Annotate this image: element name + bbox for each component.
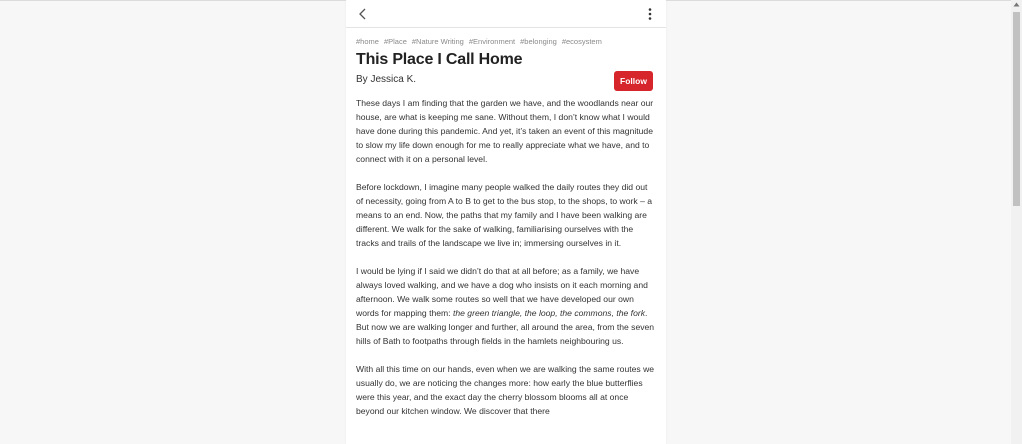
- tag-link[interactable]: #Environment: [468, 37, 516, 46]
- article-card: [346, 0, 666, 444]
- paragraph: [356, 264, 656, 348]
- caret-up-icon: [1013, 2, 1020, 7]
- tag-link[interactable]: #Place: [383, 37, 407, 46]
- article-content: [356, 36, 656, 432]
- more-vertical-icon: [648, 8, 652, 20]
- paragraph: Before lockdown, I imagine many people walked the daily routes they did out of necessity, going from A to B to get to the bus stop, to the shops, to work – a means to an end. Now, the paths that my family and I have been walking are different. We walk for the sake of walking, familiarising ourselves with the tracks and trails of the landscape we live in; immersing ourselves in it.: [356, 182, 653, 248]
- more-menu-button[interactable]: [642, 5, 658, 23]
- paragraph: These days I am finding that the garden we have, and the woodlands near our house, are what is keeping me sane. Without them, I don’t know what I would have done during this pandemic. And yet, it’s taken an event of this magnitude to slow my life down enough for me to really appreciate what we have, and to connect with it on a personal level.: [356, 98, 654, 164]
- tag-link[interactable]: #ecosystem: [561, 37, 602, 46]
- article-body: [356, 96, 656, 418]
- chevron-left-icon: [358, 8, 368, 20]
- author-byline[interactable]: By Jessica K.: [356, 74, 417, 85]
- scroll-thumb[interactable]: [1013, 12, 1020, 206]
- page-scrollbar[interactable]: [1011, 0, 1022, 444]
- tag-link[interactable]: #Nature Writing: [411, 37, 464, 46]
- paragraph: With all this time on our hands, even when we are walking the same routes we usually do, we are noticing the changes more: how early the blue butterflies were this year, and the exact day the cherry blossom blooms all at once beyond our kitchen window. We discover that there: [356, 364, 655, 416]
- tag-link[interactable]: #home: [356, 37, 379, 46]
- follow-button[interactable]: Follow: [614, 71, 653, 91]
- back-button[interactable]: [355, 6, 371, 22]
- paragraph-italic-text: the green triangle, the loop, the commons, the fork: [452, 308, 646, 318]
- app-bar: [346, 0, 666, 28]
- paragraph-text: . But now we are walking longer and further, all around the area, from the seven hills of Bath to footpaths through fields in the hamlets neighbouring us.: [356, 308, 655, 346]
- tag-list: [356, 36, 656, 48]
- paragraph-text: I would be lying if I said we didn’t do that at all before; as a family, we have always loved walking, and we have a dog who insists on it each morning and afternoon. We walk some routes so well that we have developed our own words for mapping them:: [356, 266, 648, 318]
- scroll-up-button[interactable]: [1011, 0, 1022, 11]
- tag-link[interactable]: #belonging: [520, 37, 557, 46]
- author-row: [356, 72, 656, 96]
- article-title: This Place I Call Home: [356, 51, 523, 68]
